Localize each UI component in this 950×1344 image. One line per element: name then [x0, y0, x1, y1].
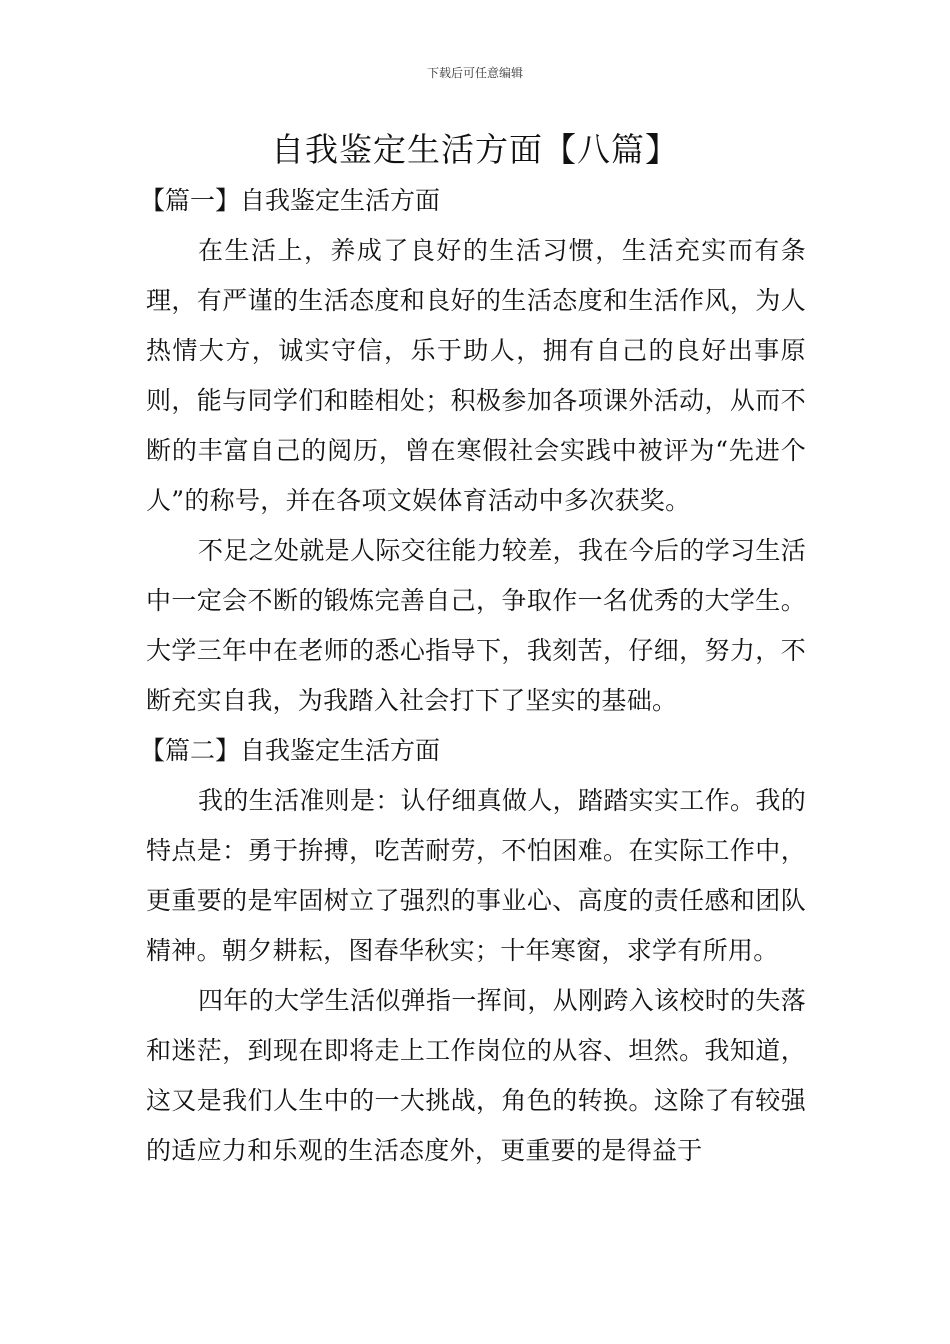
- paragraph: 四年的大学生活似弹指一挥间，从刚跨入该校时的失落和迷茫，到现在即将走上工作岗位的从容、坦然。我知道，这又是我们人生中的一大挑战，角色的转换。这除了有较强的适应力和乐观的生活态度外，更重要的是得益于: [146, 986, 806, 1165]
- paragraph: 不足之处就是人际交往能力较差，我在今后的学习生活中一定会不断的锻炼完善自己，争取作一名优秀的大学生。大学三年中在老师的悉心指导下，我刻苦，仔细，努力，不断充实自我，为我踏入社会打下了坚实的基础。: [146, 536, 806, 715]
- section-1: [140, 176, 806, 726]
- document-title: 自我鉴定生活方面【八篇】: [271, 130, 679, 169]
- header-note: 下载后可任意编辑: [426, 66, 523, 80]
- paragraph: 我的生活准则是：认仔细真做人，踏踏实实工作。我的特点是：勇于拚搏，吃苦耐劳，不怕困难。在实际工作中，更重要的是牢固树立了强烈的事业心、高度的责任感和团队精神。朝夕耕耘，图春华秋实；十年寒窗，求学有所用。: [146, 786, 806, 965]
- section-heading: 【篇二】自我鉴定生活方面: [140, 736, 441, 765]
- document-body: [140, 176, 806, 1176]
- section-heading: 【篇一】自我鉴定生活方面: [140, 186, 441, 215]
- section-2: [140, 726, 806, 1176]
- paragraph: 在生活上，养成了良好的生活习惯，生活充实而有条理，有严谨的生活态度和良好的生活态度和生活作风，为人热情大方，诚实守信，乐于助人，拥有自己的良好出事原则，能与同学们和睦相处；积极参加各项课外活动，从而不断的丰富自己的阅历，曾在寒假社会实践中被评为“先进个人”的称号，并在各项文娱体育活动中多次获奖。: [146, 236, 806, 515]
